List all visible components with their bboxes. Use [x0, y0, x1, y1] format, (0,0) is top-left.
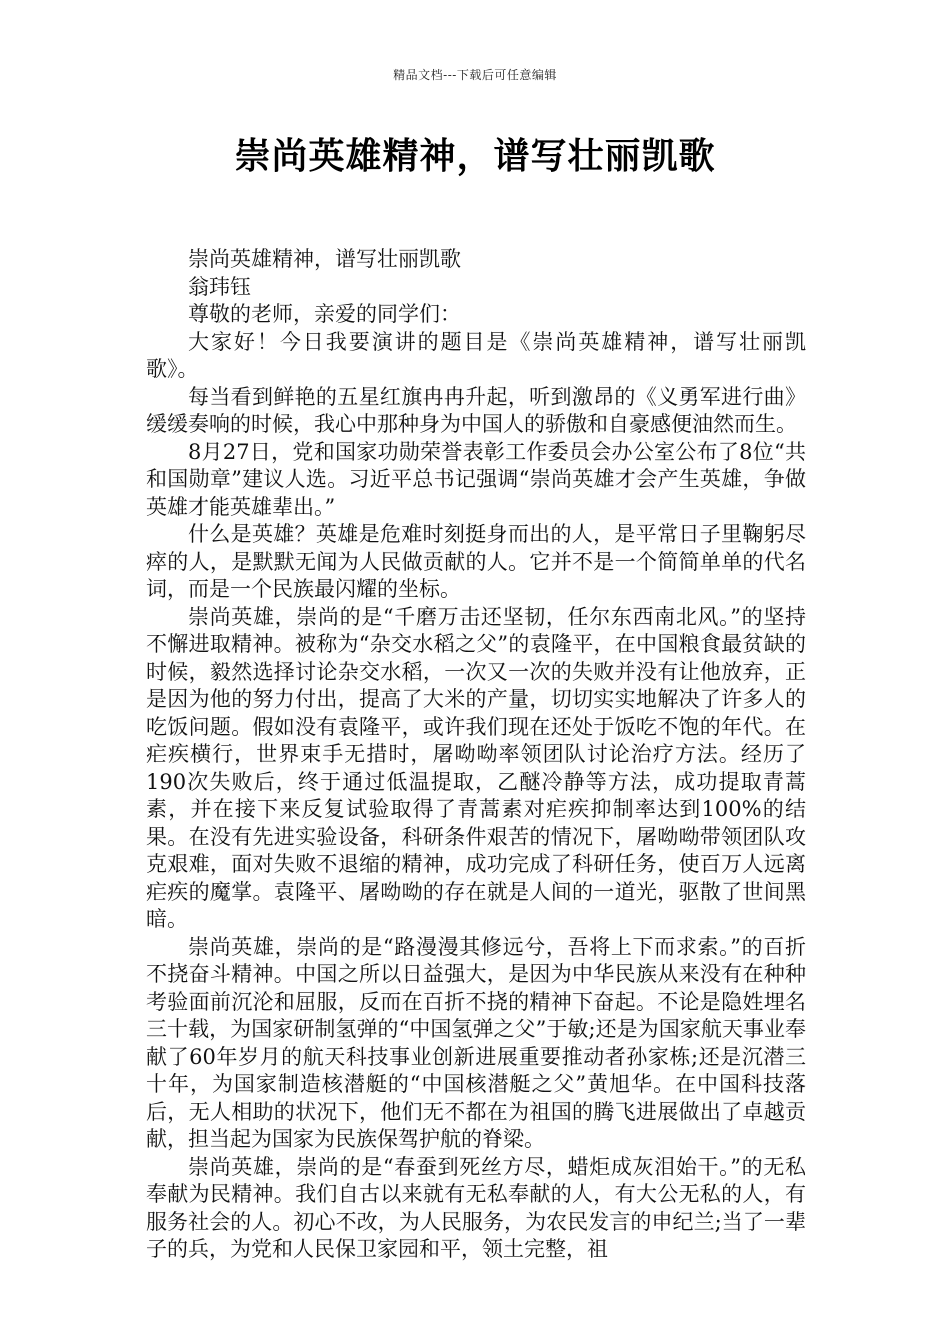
paragraph-author: 翁玮钰: [188, 274, 251, 299]
paragraph-salutation: 尊敬的老师，亲爱的同学们：: [188, 302, 461, 326]
paragraph: 崇尚英雄，崇尚的是“春蚕到死丝方尽，蜡炬成灰泪始干。”的无私奉献为民精神。我们自古以来就有无私奉献的人，有大公无私的人，有服务社会的人。初心不改，为人民服务，为农民发言的申纪兰;当了一辈子的兵，为党和人民保卫家园和平，领土完整，祖: [146, 1154, 806, 1261]
document-title: 崇尚英雄精神，谱写壮丽凯歌: [234, 136, 716, 177]
header-note: 精品文档---下载后可任意编辑: [393, 68, 557, 82]
paragraph: 每当看到鲜艳的五星红旗冉冉升起，听到激昂的《义勇军进行曲》缓缓奏响的时候，我心中那种身为中国人的骄傲和自豪感便油然而生。: [146, 384, 806, 436]
paragraph: 崇尚英雄，崇尚的是“千磨万击还坚韧，任尔东西南北风。”的坚持不懈进取精神。被称为“杂交水稻之父”的袁隆平，在中国粮食最贫缺的时候，毅然选择讨论杂交水稻，一次又一次的失败并没有让他放弃，正是因为他的努力付出，提高了大米的产量，切切实实地解决了许多人的吃饭问题。假如没有袁隆平，或许我们现在还处于饭吃不饱的年代。在疟疾横行，世界束手无措时，屠呦呦率领团队讨论治疗方法。经历了190次失败后，终于通过低温提取，乙醚冷静等方法，成功提取青蒿素，并在接下来反复试验取得了青蒿素对疟疾抑制率达到100%的结果。在没有先进实验设备，科研条件艰苦的情况下，屠呦呦带领团队攻克艰难，面对失败不退缩的精神，成功完成了科研任务，使百万人远离疟疾的魔掌。袁隆平、屠呦呦的存在就是人间的一道光，驱散了世间黑暗。: [146, 604, 806, 931]
document-body: [146, 246, 806, 1264]
paragraph: 大家好！今日我要演讲的题目是《崇尚英雄精神，谱写壮丽凯歌》。: [146, 329, 806, 381]
paragraph: 8月27日，党和国家功勋荣誉表彰工作委员会办公室公布了8位“共和国勋章”建议人选。习近平总书记强调“崇尚英雄才会产生英雄，争做英雄才能英雄辈出。”: [146, 439, 806, 519]
paragraph-subtitle: 崇尚英雄精神，谱写壮丽凯歌: [188, 247, 461, 271]
paragraph: 崇尚英雄，崇尚的是“路漫漫其修远兮，吾将上下而求索。”的百折不挠奋斗精神。中国之所以日益强大，是因为中华民族从来没有在种种考验面前沉沦和屈服，反而在百折不挠的精神下奋起。不论是隐姓埋名三十载，为国家研制氢弹的“中国氢弹之父”于敏;还是为国家航天事业奉献了60年岁月的航天科技事业创新进展重要推动者孙家栋;还是沉潜三十年，为国家制造核潜艇的“中国核潜艇之父”黄旭华。在中国科技落后，无人相助的状况下，他们无不都在为祖国的腾飞进展做出了卓越贡献，担当起为国家为民族保驾护航的脊梁。: [146, 934, 806, 1151]
paragraph: 什么是英雄？英雄是危难时刻挺身而出的人，是平常日子里鞠躬尽瘁的人，是默默无闻为人民做贡献的人。它并不是一个简简单单的代名词，而是一个民族最闪耀的坐标。: [146, 522, 806, 601]
